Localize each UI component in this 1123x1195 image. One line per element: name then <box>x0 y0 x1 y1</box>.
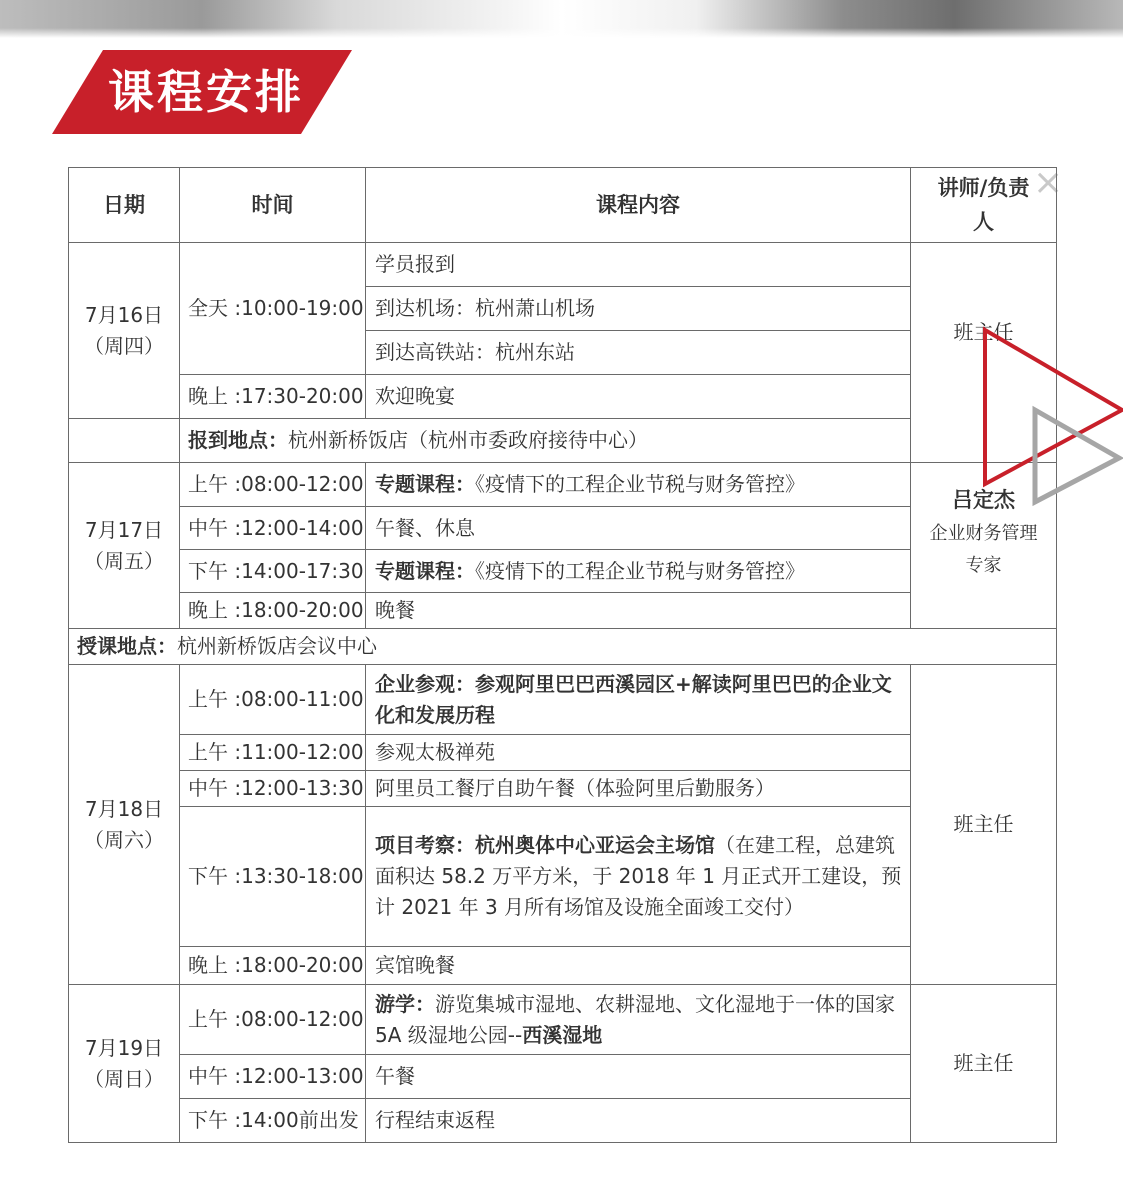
content-bold: 项目考察：杭州奥体中心亚运会主场馆 <box>375 833 715 857</box>
content-text: 阿里员工餐厅自助午餐（体验阿里后勤服务） <box>375 776 775 800</box>
table-row <box>69 375 1057 419</box>
content-text: 《疫情下的工程企业节税与财务管控》 <box>475 472 805 496</box>
time-cell: 上午 :08:00-12:00 <box>180 985 366 1055</box>
gray-triangle-shape <box>1035 410 1119 502</box>
content-text: 晚餐 <box>375 598 415 622</box>
table-row <box>69 507 1057 550</box>
teacher-cell: 班主任 <box>911 985 1057 1143</box>
red-triangle-shape <box>985 330 1122 484</box>
venue-value: 杭州新桥饭店会议中心 <box>177 634 377 658</box>
table-row <box>69 985 1057 1055</box>
teacher-title: 专家 <box>965 555 1002 576</box>
content-cell <box>366 550 911 593</box>
date-cell <box>69 665 180 985</box>
header-time: 时间 <box>180 168 366 243</box>
teacher-name: 吕定杰 <box>952 488 1015 512</box>
weekday-text: （周日） <box>84 1066 164 1091</box>
content-cell: 行程结束返程 <box>366 1099 911 1143</box>
checkin-location <box>180 419 911 463</box>
table-row <box>69 419 1057 463</box>
content-cell: 午餐 <box>366 1055 911 1099</box>
date-text: 7月19日 <box>84 1035 164 1060</box>
close-icon[interactable]: × <box>1033 162 1064 203</box>
checkin-label: 报到地点： <box>188 428 288 452</box>
teacher-title: 企业财务管理 <box>929 523 1038 544</box>
content-bold: 专题课程： <box>375 472 475 496</box>
time-cell: 全天 :10:00-19:00 <box>180 243 366 375</box>
time-cell: 上午 :08:00-11:00 <box>180 665 366 735</box>
time-cell: 中午 :12:00-14:00 <box>180 507 366 550</box>
time-cell: 下午 :14:00前出发 <box>180 1099 366 1143</box>
weekday-text: （周六） <box>84 827 164 852</box>
content-cell: 欢迎晚宴 <box>366 375 911 419</box>
time-cell: 中午 :12:00-13:30 <box>180 771 366 807</box>
date-text: 7月18日 <box>84 796 164 821</box>
content-text: 参观太极禅苑 <box>375 740 495 764</box>
content-cell <box>366 665 911 735</box>
weekday-text: （周四） <box>84 333 164 358</box>
content-cell <box>366 593 911 629</box>
table-row <box>69 947 1057 985</box>
decorative-triangles <box>975 326 1123 516</box>
venue-label: 授课地点： <box>77 634 177 658</box>
date-cell <box>69 463 180 629</box>
time-cell: 晚上 :17:30-20:00 <box>180 375 366 419</box>
teacher-cell: 班主任 <box>911 665 1057 985</box>
content-cell: 到达机场：杭州萧山机场 <box>366 287 911 331</box>
content-cell <box>366 807 911 947</box>
date-text: 7月16日 <box>84 302 164 327</box>
time-cell: 上午 :11:00-12:00 <box>180 735 366 771</box>
table-row <box>69 243 1057 287</box>
page-title: 课程安排 <box>108 65 304 119</box>
header-teacher: 讲师/负责人 <box>911 168 1057 243</box>
content-cell <box>366 735 911 771</box>
date-cell <box>69 243 180 419</box>
content-cell: 到达高铁站：杭州东站 <box>366 331 911 375</box>
table-row <box>69 629 1057 665</box>
date-text: 7月17日 <box>84 517 164 542</box>
header-date: 日期 <box>69 168 180 243</box>
header-photo-band <box>0 0 1123 38</box>
time-cell: 晚上 :18:00-20:00 <box>180 593 366 629</box>
teacher-cell: 班主任 <box>911 243 1057 463</box>
content-bold: 专题课程： <box>375 558 475 583</box>
content-text: 游览集城市湿地、农耕湿地、文化湿地于一体的国家 5A 级湿地公园-- <box>375 991 895 1047</box>
content-text: 午餐、休息 <box>375 515 475 540</box>
table-row <box>69 593 1057 629</box>
table-row <box>69 735 1057 771</box>
table-row <box>69 665 1057 735</box>
venue-location <box>69 629 1057 665</box>
table-row <box>69 807 1057 947</box>
content-text: （在建工程，总建筑面积达 58.2 万平方米，于 2018 年 1 月正式开工建设，预计 2021 年 3 月所有场馆及设施全面竣工交付） <box>375 833 902 919</box>
content-bold: 企业参观：参观阿里巴巴西溪园区+解读阿里巴巴的企业文化和发展历程 <box>375 671 892 727</box>
content-cell: 学员报到 <box>366 243 911 287</box>
time-cell: 下午 :13:30-18:00 <box>180 807 366 947</box>
content-cell <box>366 463 911 507</box>
empty-cell <box>69 419 180 463</box>
content-bold: 西溪湿地 <box>522 1022 603 1047</box>
weekday-text: （周五） <box>84 548 164 573</box>
table-row <box>69 1055 1057 1099</box>
time-cell: 上午 :08:00-12:00 <box>180 463 366 507</box>
content-text: 宾馆晚餐 <box>375 953 455 977</box>
content-bold: 游学： <box>375 991 435 1016</box>
content-cell <box>366 985 911 1055</box>
time-cell: 中午 :12:00-13:00 <box>180 1055 366 1099</box>
table-row <box>69 1099 1057 1143</box>
content-cell <box>366 947 911 985</box>
checkin-value: 杭州新桥饭店（杭州市委政府接待中心） <box>288 428 648 452</box>
schedule-table <box>68 167 1057 1143</box>
time-cell: 晚上 :18:00-20:00 <box>180 947 366 985</box>
table-row <box>69 771 1057 807</box>
table-row <box>69 550 1057 593</box>
header-content: 课程内容 <box>366 168 911 243</box>
content-cell <box>366 771 911 807</box>
content-text: 《疫情下的工程企业节税与财务管控》 <box>475 558 805 583</box>
date-cell <box>69 985 180 1143</box>
time-cell: 下午 :14:00-17:30 <box>180 550 366 593</box>
table-header-row <box>69 168 1057 243</box>
content-cell <box>366 507 911 550</box>
table-row <box>69 463 1057 507</box>
